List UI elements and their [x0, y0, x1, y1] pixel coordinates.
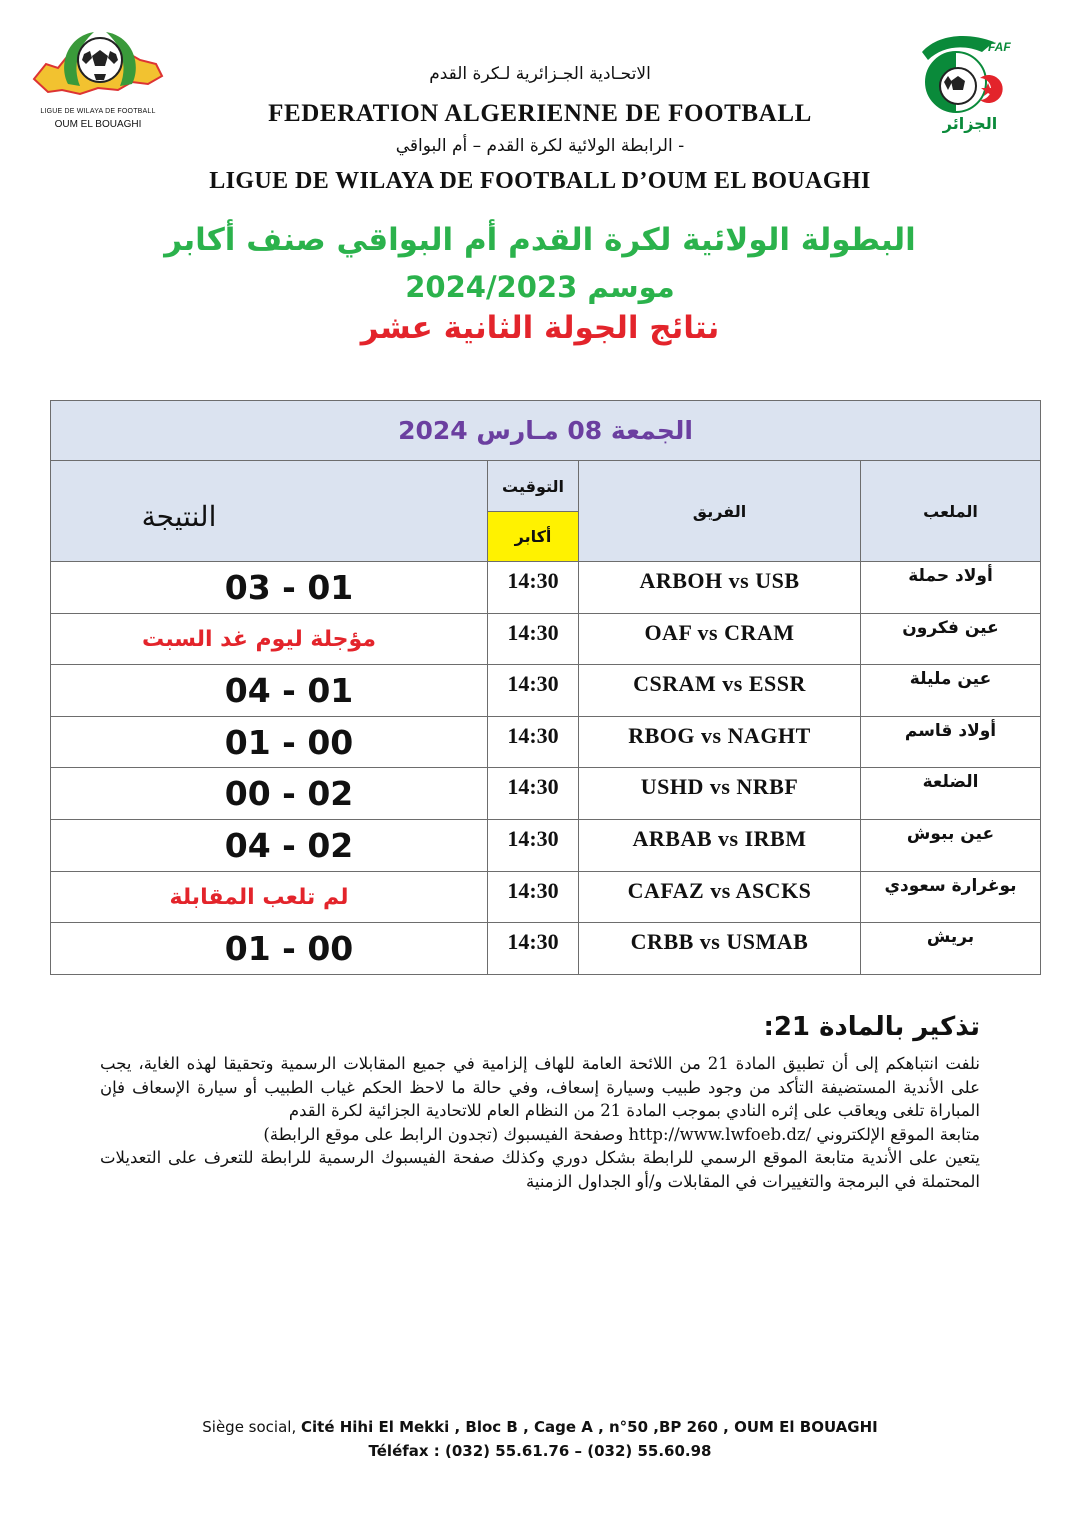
match-score: 04 - 01	[50, 664, 488, 717]
match-score: 04 - 02	[50, 819, 488, 872]
match-score: 01 - 00	[50, 922, 488, 975]
match-venue: أولاد حملة	[860, 561, 1041, 614]
footer-address-prefix: Siège social,	[202, 1418, 297, 1436]
match-teams: CAFAZ vs ASCKS	[578, 871, 861, 923]
match-teams: CRBB vs USMAB	[578, 922, 861, 975]
article-21-notes	[100, 1052, 980, 1194]
match-venue: أولاد قاسم	[860, 716, 1041, 768]
note-paragraph: يتعين على الأندية متابعة الموقع الرسمي للرابطة بشكل دوري وكذلك صفحة الفيسبوك الرسمية للرابطة للتعرف على التعديلات المحتملة في البرمجة والتغييرات في المقابلات و/أو الجداول الزمنية	[100, 1148, 980, 1191]
match-time: 14:30	[487, 922, 579, 975]
match-venue: عين فكرون	[860, 613, 1041, 665]
footer-telefax: Téléfax : (032) 55.61.76 – (032) 55.60.98	[368, 1442, 712, 1460]
federation-name-fr: FEDERATION ALGERIENNE DE FOOTBALL	[268, 100, 812, 127]
note-paragraph: متابعة الموقع الإلكتروني /http://www.lwfoeb.dz وصفحة الفيسبوك (تجدون الرابط على موقع الرابطة)	[263, 1124, 980, 1144]
match-venue: الضلعة	[860, 767, 1041, 820]
results-table	[50, 400, 1041, 970]
league-name-fr: LIGUE DE WILAYA DE FOOTBALL D’OUM EL BOUAGHI	[209, 168, 871, 194]
match-score: 00 - 02	[50, 767, 488, 820]
federation-name-ar: الاتحـادية الجـزائرية لـكرة القدم	[429, 64, 651, 84]
match-status-note: لم تلعب المقابلة	[50, 871, 488, 923]
faf-logo-brand: FAF	[988, 40, 1011, 54]
round-results-title: نتائج الجولة الثانية عشر	[360, 310, 720, 346]
match-venue: عين ببوش	[860, 819, 1041, 872]
match-score: 03 - 01	[50, 561, 488, 614]
match-teams: ARBAB vs IRBM	[578, 819, 861, 872]
match-venue: بريش	[860, 922, 1041, 975]
match-teams: CSRAM vs ESSR	[578, 664, 861, 717]
match-teams: USHD vs NRBF	[578, 767, 861, 820]
match-time: 14:30	[487, 871, 579, 923]
match-time: 14:30	[487, 664, 579, 717]
league-logo-city: OUM EL BOUAGHI	[54, 119, 142, 130]
article-21-title: تذكير بالمادة 21:	[763, 1012, 980, 1042]
match-venue: عين مليلة	[860, 664, 1041, 717]
result-column-header: النتيجة	[50, 460, 488, 562]
note-paragraph: نلفت انتباهكم إلى أن تطبيق المادة 21 من اللائحة العامة للهاف إلزامية في جميع المقابلات الرسمية وتحقيقا لهذه الغاية، يجب على الأندية المستضيفة التأكد من وجود طبيب وسيارة إسعاف، وفي حالة ما لاحظ الحكم غياب الطبيب أو سيارة الإسعاف فإن المباراة تلغى ويعاقب على إثره النادي بموجب المادة 21 من النظام العام للاتحادية الجزائية لكرة القدم	[100, 1054, 980, 1121]
match-time: 14:30	[487, 716, 579, 768]
category-badge: أكابر	[487, 511, 579, 562]
match-time: 14:30	[487, 819, 579, 872]
league-logo-caption: LIGUE DE WILAYA DE FOOTBALL	[40, 108, 156, 115]
match-status-note: مؤجلة ليوم غد السبت	[50, 613, 488, 665]
match-time: 14:30	[487, 613, 579, 665]
footer-address-text: Cité Hihi El Mekki , Bloc B , Cage A , n°50 ,BP 260 , OUM El BOUAGHI	[301, 1418, 878, 1436]
match-date: الجمعة 08 مـارس 2024	[50, 400, 1041, 461]
match-time: 14:30	[487, 767, 579, 820]
faf-logo-country: الجزائر	[942, 114, 998, 133]
match-teams: RBOG vs NAGHT	[578, 716, 861, 768]
championship-title: البطولة الولائية لكرة القدم أم البواقي صنف أكابر	[164, 222, 916, 258]
season-title: موسم 2024/2023	[405, 270, 675, 304]
match-teams: OAF vs CRAM	[578, 613, 861, 665]
match-venue: بوغرارة سعودي	[860, 871, 1041, 923]
footer-address	[0, 1418, 1080, 1436]
match-teams: ARBOH vs USB	[578, 561, 861, 614]
venue-column-header: الملعب	[860, 460, 1041, 562]
time-column-header: التوقيت	[487, 460, 579, 512]
match-score: 01 - 00	[50, 716, 488, 768]
league-name-ar: الرابطة الولائية لكرة القدم – أم البواقي -	[395, 136, 685, 156]
match-time: 14:30	[487, 561, 579, 614]
team-column-header: الفريق	[578, 460, 861, 562]
